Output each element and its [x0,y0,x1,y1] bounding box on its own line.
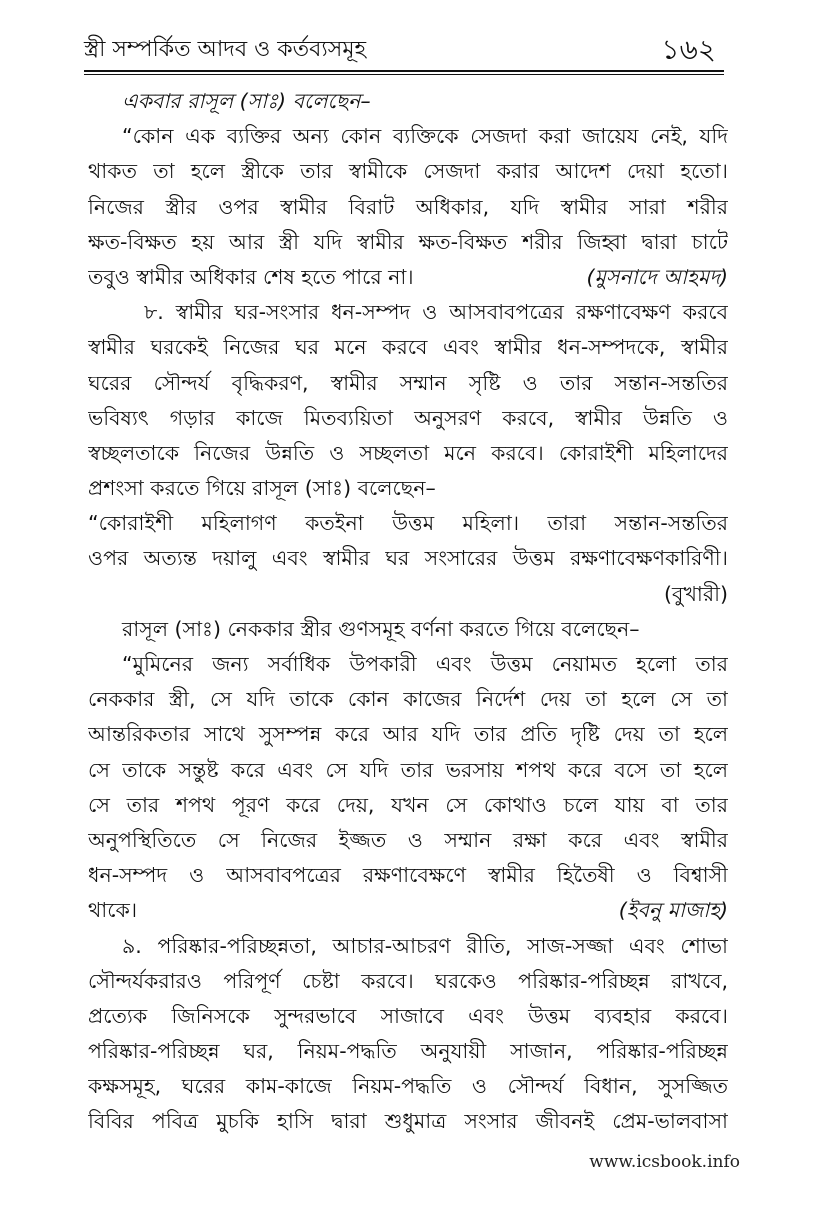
text-line: কক্ষসমূহ, ঘরের কাম-কাজে নিয়ম-পদ্ধতি ও সৌন্দর্য বিধান, সুসজ্জিত [88,1074,728,1099]
section-heading-8: ৮. স্বামীর ঘর-সংসার ধন-সম্পদ ও আসবাবপত্রের রক্ষণাবেক্ষণ করবে [144,300,728,325]
text-line: স্বামীর ঘরকেই নিজের ঘর মনে করবে এবং স্বামীর ধন-সম্পদকে, স্বামীর [88,335,728,360]
text-line [88,893,728,928]
text-line: ধন-সম্পদ ও আসবাবপত্রের রক্ষণাবেক্ষণে স্বামীর হিতৈষী ও বিশ্বাসী [88,863,728,888]
text-line [88,260,728,295]
line-text: থাকে। [88,898,138,923]
header-rule [84,70,724,75]
text-line: “কোন এক ব্যক্তির অন্য কোন ব্যক্তিকে সেজদা করা জায়েয নেই, যদি [122,124,728,149]
text-line: ঘরের সৌন্দর্য বৃদ্ধিকরণ, স্বামীর সম্মান সৃষ্টি ও তার সন্তান-সন্ততির [88,370,728,395]
section-heading-9: ৯. পরিষ্কার-পরিচ্ছন্নতা, আচার-আচরণ রীতি, সাজ-সজ্জা এবং শোভা [122,933,728,958]
citation-ibn-majah: (ইবনু মাজাহ) [618,898,728,923]
text-line: একবার রাসূল (সাঃ) বলেছেন– [122,89,371,113]
text-line: বিবির পবিত্র মুচকি হাসি দ্বারা শুধুমাত্র সংসার জীবনই প্রেম-ভালবাসা [88,1109,728,1134]
text-line: ক্ষত-বিক্ষত হয় আর স্ত্রী যদি স্বামীর ক্ষত-বিক্ষত শরীর জিহ্বা দ্বারা চাটে [88,229,728,254]
text-line: নিজের স্ত্রীর ওপর স্বামীর বিরাট অধিকার, যদি স্বামীর সারা শরীর [88,194,728,219]
running-title: স্ত্রী সম্পর্কিত আদব ও কর্তব্যসমূহ [84,37,367,62]
text-line: অনুপস্থিতিতে সে নিজের ইজ্জত ও সম্মান রক্ষা করে এবং স্বামীর [88,827,728,852]
text-line: সৌন্দর্যকরারও পরিপূর্ণ চেষ্টা করবে। ঘরকেও পরিষ্কার-পরিচ্ছন্ন রাখবে, [88,968,728,993]
text-line: আন্তরিকতার সাথে সুসম্পন্ন করে আর যদি তার প্রতি দৃষ্টি দেয় তা হলে [88,722,728,747]
page-number: ১৬২ [661,33,716,66]
body-text [88,84,728,1140]
text-line: থাকত তা হলে স্ত্রীকে তার স্বামীকে সেজদা করার আদেশ দেয়া হতো। [88,159,728,184]
text-line: রাসূল (সাঃ) নেককার স্ত্রীর গুণসমূহ বর্ণনা করতে গিয়ে বলেছেন– [122,616,640,641]
text-line: “মুমিনের জন্য সর্বাধিক উপকারী এবং উত্তম নেয়ামত হলো তার [122,652,728,676]
text-line: স্বচ্ছলতাকে নিজের উন্নতি ও সচ্ছলতা মনে করবে। কোরাইশী মহিলাদের [88,440,728,465]
text-line: সে তার শপথ পূরণ করে দেয়, যখন সে কোথাও চলে যায় বা তার [88,792,728,817]
text-line: নেককার স্ত্রী, সে যদি তাকে কোন কাজের নির্দেশ দেয় তা হলে সে তা [88,687,728,712]
citation-bukhari: (বুখারী) [664,581,728,606]
text-line: প্রত্যেক জিনিসকে সুন্দরভাবে সাজাবে এবং উত্তম ব্যবহার করবে। [88,1003,728,1028]
text-line: ওপর অত্যন্ত দয়ালু এবং স্বামীর ঘর সংসারের উত্তম রক্ষণাবেক্ষণকারিণী। [88,546,728,571]
text-line: ভবিষ্যৎ গড়ার কাজে মিতব্যয়িতা অনুসরণ করবে, স্বামীর উন্নতি ও [88,405,728,430]
text-line: “কোরাইশী মহিলাগণ কতইনা উত্তম মহিলা। তারা সন্তান-সন্ততির [88,511,728,536]
page-header [84,22,720,70]
text-line: পরিষ্কার-পরিচ্ছন্ন ঘর, নিয়ম-পদ্ধতি অনুযায়ী সাজান, পরিষ্কার-পরিচ্ছন্ন [88,1039,728,1064]
text-line: সে তাকে সন্তুষ্ট করে এবং সে যদি তার ভরসায় শপথ করে বসে তা হলে [88,757,728,782]
line-text: তবুও স্বামীর অধিকার শেষ হতে পারে না। [88,264,414,289]
text-line: প্রশংসা করতে গিয়ে রাসূল (সাঃ) বলেছেন– [88,476,436,501]
citation-musnad: (মুসনাদে আহমদ) [586,264,728,289]
footer-url: www.icsbook.info [589,1152,740,1172]
